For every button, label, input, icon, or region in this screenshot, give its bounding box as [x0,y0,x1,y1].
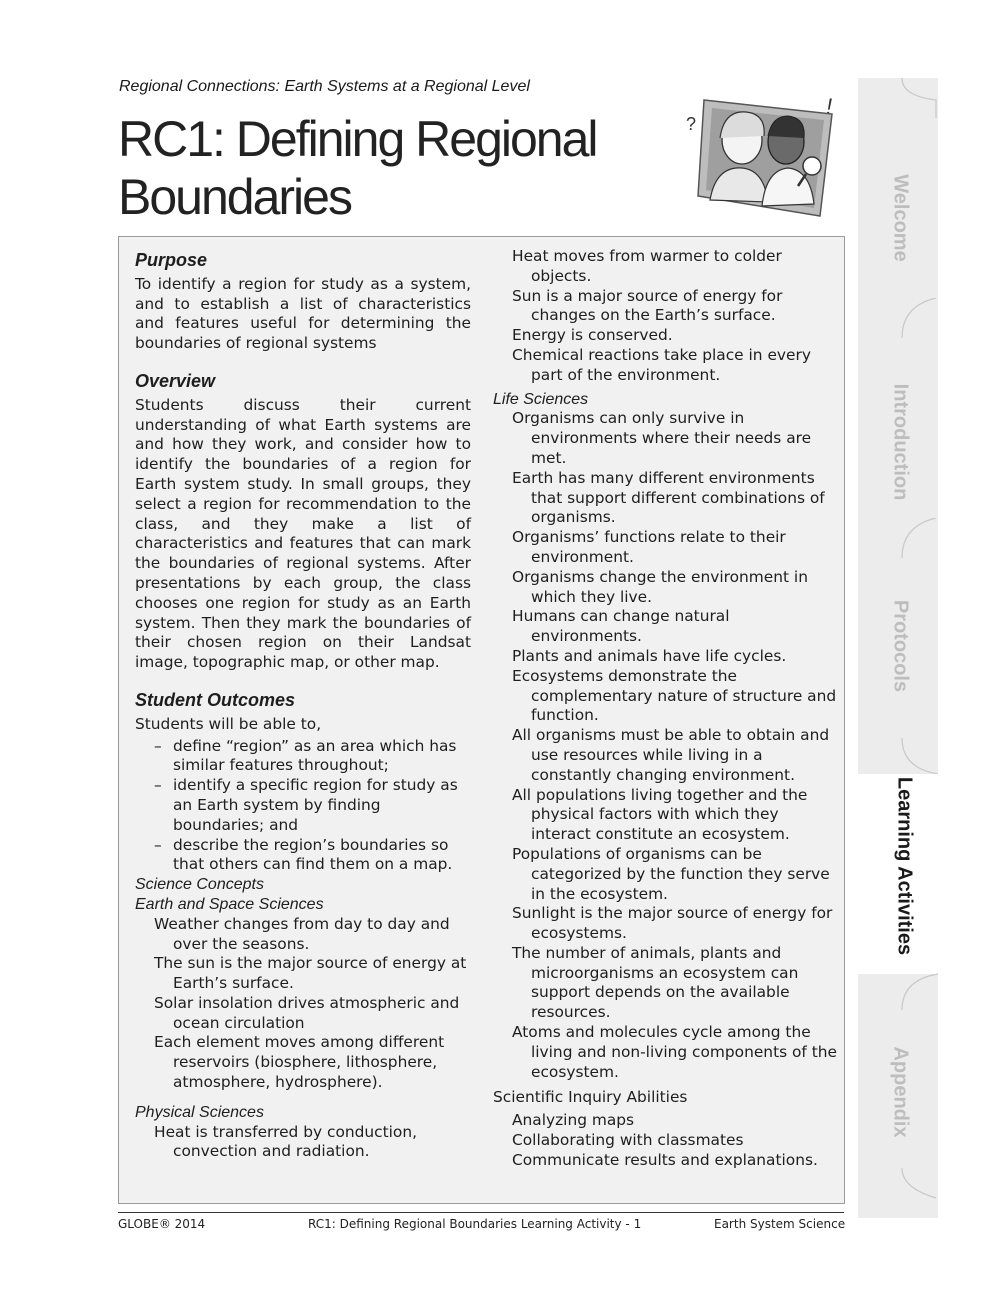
list-item: Collaborating with classmates [512,1131,744,1150]
right-column [493,247,843,1171]
list-item: The number of animals, plants and microorganisms an ecosystem can support depends on the available resources. [512,943,799,1022]
tab-introduction[interactable]: Introduction [889,383,912,501]
dash-bullet: – [154,776,162,795]
title-line-2: Boundaries [118,169,351,225]
outcomes-heading: Student Outcomes [135,689,296,710]
list-item: Chemical reactions take place in every part of the environment. [512,345,811,384]
tab-protocols[interactable]: Protocols [889,599,912,693]
list-item: – identify a specific region for study as an Earth system by finding boundaries; and [154,776,458,834]
dash-bullet: – [154,736,162,755]
tab-welcome[interactable]: Welcome [889,174,912,262]
list-item: Sunlight is the major source of energy for ecosystems. [512,904,833,943]
list-item: Each element moves among different reservoirs (biosphere, lithosphere, atmosphere, hydrosphere). [154,1033,445,1092]
footer-page-label: RC1: Defining Regional Boundaries Learning Activity - 1 [308,1217,642,1231]
students-illustration [682,92,842,222]
tab-learning-activities[interactable]: Learning Activities [858,774,938,974]
page-title [118,110,597,226]
tab-divider [858,518,938,558]
list-item: Humans can change natural environments. [512,607,730,646]
list-item: – define “region” as an area which has similar features throughout; [154,736,457,775]
list-item: Solar insolation drives atmospheric and ocean circulation [154,993,460,1032]
tab-divider [858,1168,938,1208]
purpose-text: To identify a region for study as a system, and to establish a list of characteristics and features useful for determining the boundaries of regional systems [135,274,471,353]
footer-copyright: GLOBE® 2014 [118,1217,206,1231]
list-item: Heat moves from warmer to colder objects. [512,247,782,285]
footer-section: Earth System Science [714,1217,846,1231]
tab-appendix[interactable]: Appendix [889,1046,912,1138]
list-item: The sun is the major source of energy at Earth’s surface. [154,954,467,993]
overview-heading: Overview [135,370,216,391]
list-item: Sun is a major source of energy for changes on the Earth’s surface. [512,286,783,325]
svg-text:?: ? [686,114,697,134]
series-title: Regional Connections: Earth Systems at a Regional Level [119,78,530,95]
overview-text: Students discuss their current understanding of what Earth systems are and how they work, and consider how to identify the boundaries of a region for Earth system study. In small groups, they select a region for recommendation to the class, and they make a list of characteristics and features that can mark the boundaries of regional systems. After presentations by each group, the class chooses one region for study as an Earth system. Then they mark the boundaries of their chosen region on their Landsat image, topographic map, or other map. [135,395,471,672]
life-sciences-heading: Life Sciences [493,390,589,408]
section-sidebar [858,78,938,1218]
list-item: All organisms must be able to obtain and use resources while living in a constantly changing environment. [512,726,830,784]
list-item: Populations of organisms can be categorized by the function they serve in the ecosystem. [512,844,830,903]
list-item: Heat is transferred by conduction, convection and radiation. [154,1122,417,1161]
list-item: Atoms and molecules cycle among the living and non-living components of the ecosystem. [512,1023,837,1081]
outcomes-list [135,737,471,876]
list-item: Organisms change the environment in which they live. [512,567,808,606]
science-concepts-heading: Science Concepts [135,876,264,894]
purpose-heading: Purpose [135,250,208,270]
list-item: Analyzing maps [512,1111,635,1130]
list-item: Ecosystems demonstrate the complementary nature of structure and function. [512,666,837,725]
tab-divider [858,78,938,118]
tab-divider [858,970,938,1010]
list-item: Weather changes from day to day and over the seasons. [154,914,450,953]
list-item: – describe the region’s boundaries so that others can find them on a map. [154,835,453,874]
dash-bullet: – [154,835,162,854]
earth-space-heading: Earth and Space Sciences [135,895,324,913]
list-item: All populations living together and the physical factors with which they interact constitute an ecosystem. [512,785,808,844]
outcomes-intro: Students will be able to, [135,714,322,733]
left-column [135,247,471,1162]
title-line-1: RC1: Defining Regional [118,111,597,167]
list-item: Earth has many different environments that support different combinations of organisms. [512,468,825,527]
physical-sciences-heading: Physical Sciences [135,1103,264,1121]
tab-divider [858,298,938,338]
footer-divider [118,1212,844,1213]
list-item: Organisms’ functions relate to their environment. [512,528,786,566]
tab-divider [858,738,938,778]
inquiry-heading: Scientific Inquiry Abilities [493,1088,688,1107]
list-item: Organisms can only survive in environments where their needs are met. [512,409,812,467]
list-item: Plants and animals have life cycles. [512,646,787,665]
content-box [118,236,845,1204]
svg-text:!: ! [826,94,833,119]
list-item: Communicate results and explanations. [512,1150,818,1169]
list-item: Energy is conserved. [512,326,673,345]
